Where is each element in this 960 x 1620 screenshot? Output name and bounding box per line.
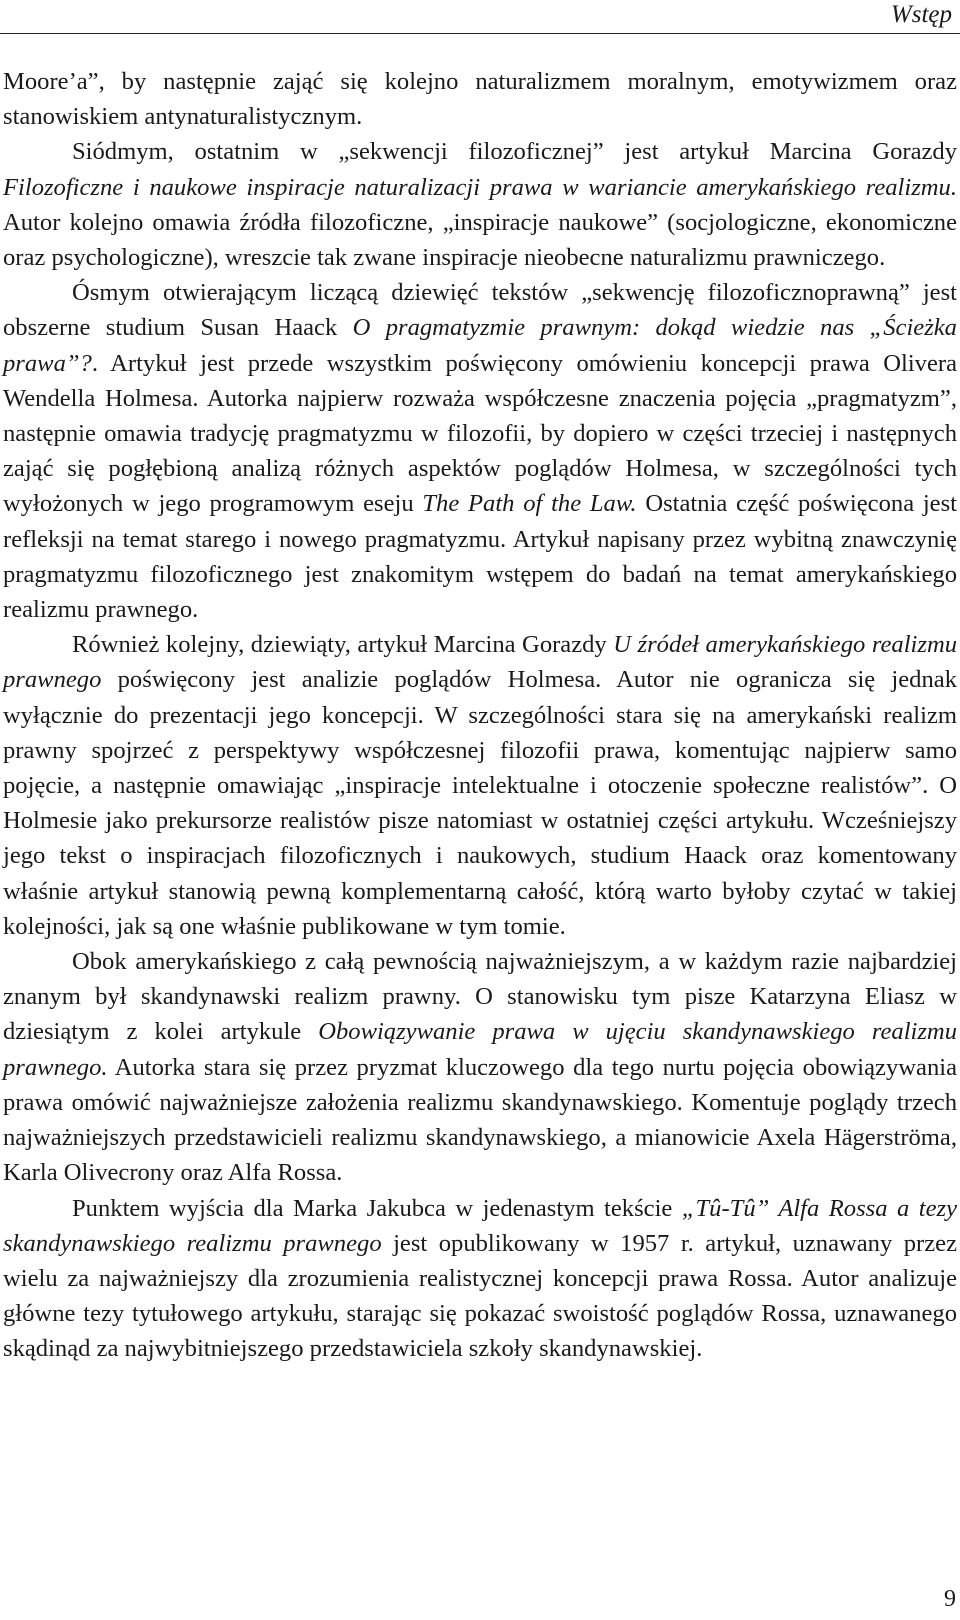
paragraph (3, 64, 957, 134)
paragraph (3, 627, 957, 944)
paragraph-text: jest opublikowany w 1957 r. artykuł, uznawany przez wielu za najważniejszy dla zrozumienia realistycznej koncepcji prawa Rossa. Autor analizuje główne tezy tytułowego artykułu, starając się pokazać swoistość poglądów Rossa, uznawanego skądinąd za najwybitniejszego przedstawiciela szkoły skandynawskiej. (3, 1229, 957, 1363)
paragraph-text: poświęcony jest analizie poglądów Holmesa. Autor nie ogranicza się jednak wyłącznie do prezentacji jego koncepcji. W szczególności stara się na amerykański realizm prawny spojrzeć z perspektywy współczesnej filozofii prawa, komentując najpierw samo pojęcie, a następnie omawiając „inspiracje intelektualne i otoczenie społeczne realistów”. O Holmesie jako prekursorze realistów pisze natomiast w ostatniej części artykułu. Wcześniejszy jego tekst o inspiracjach filozoficznych i naukowych, studium Haack oraz komentowany właśnie artykuł stanowią pewną komplementarną całość, którą warto byłoby czytać w takiej kolejności, jak są one właśnie publikowane w tym tomie. (3, 666, 957, 940)
paragraph (3, 275, 957, 627)
italic-title-text: O pragmatyzmie prawnym: dokąd wiedzie nas „Ścieżka prawa”? (3, 314, 957, 377)
page-number: 9 (944, 1586, 956, 1612)
italic-title-text: „Tû-Tû” Alfa Rossa a tezy skandynawskiego realizmu prawnego (3, 1194, 958, 1257)
paragraph (3, 944, 957, 1190)
paragraph-text: Siódmym, ostatnim w „sekwencji filozoficznej” jest artykuł Marcina Gorazdy (72, 138, 957, 166)
paragraph-text: Ostatnia część poświęcona jest refleksji na temat starego i nowego pragmatyzmu. Artykuł napisany przez wybitną znawczynię pragmatyzmu filozoficznego jest znakomitym wstępem do badań na temat amerykańskiego realizmu prawnego. (3, 490, 958, 624)
paragraph-text: Moore’a”, by następnie zająć się kolejno naturalizmem moralnym, emotywizmem oraz stanowiskiem antynaturalistycznym. (3, 68, 957, 131)
italic-title-text: Obowiązywanie prawa w ujęciu skandynawskiego realizmu prawnego. (3, 1018, 957, 1081)
header-rule (0, 33, 960, 34)
paragraph-text: Ósmym otwierającym liczącą dziewięć tekstów „sekwencję filozoficznoprawną” jest obszerne studium Susan Haack (3, 279, 957, 342)
paragraph-text: Obok amerykańskiego z całą pewnością najważniejszym, a w każdym razie najbardziej znanym był skandynawski realizm prawny. O stanowisku tym pisze Katarzyna Eliasz w dziesiątym z kolei artykule (3, 948, 957, 1046)
paragraph-text: Również kolejny, dziewiąty, artykuł Marcina Gorazdy (72, 631, 614, 659)
italic-title-text: The Path of the Law. (422, 490, 637, 518)
paragraph (3, 134, 957, 275)
paragraph-text: Autorka stara się przez pryzmat kluczowego dla tego nurtu pojęcia obowiązywania prawa omówić najważniejsze założenia realizmu skandynawskiego. Komentuje poglądy trzech najważniejszych przedstawicieli realizmu skandynawskiego, a mianowicie Axela Hägerströma, Karla Olivecrony oraz Alfa Rossa. (3, 1053, 957, 1187)
paragraph (3, 1191, 957, 1367)
paragraph-text: . Artykuł jest przede wszystkim poświęcony omówieniu koncepcji prawa Olivera Wendella Holmesa. Autorka najpierw rozważa współczesne znaczenia pojęcia „pragmatyzm”, następnie omawia tradycję pragmatyzmu w filozofii, by dopiero w części trzeciej i następnych zająć się pogłębioną analizą różnych aspektów poglądów Holmesa, w szczególności tych wyłożonych w jego programowym eseju (3, 349, 957, 518)
italic-title-text: Filozoficzne i naukowe inspiracje naturalizacji prawa w wariancie amerykańskiego realizmu. (3, 173, 957, 201)
running-head-title: Wstęp (890, 1, 952, 28)
body-text (3, 64, 957, 1367)
italic-title-text: U źródeł amerykańskiego realizmu prawnego (3, 631, 957, 694)
paragraph-text: Punktem wyjścia dla Marka Jakubca w jedenastym tekście (72, 1194, 682, 1222)
paragraph-text: Autor kolejno omawia źródła filozoficzne, „inspiracje naukowe” (socjologiczne, ekonomiczne oraz psychologiczne), wreszcie tak zwane inspiracje nieobecne naturalizmu prawniczego. (3, 208, 957, 272)
